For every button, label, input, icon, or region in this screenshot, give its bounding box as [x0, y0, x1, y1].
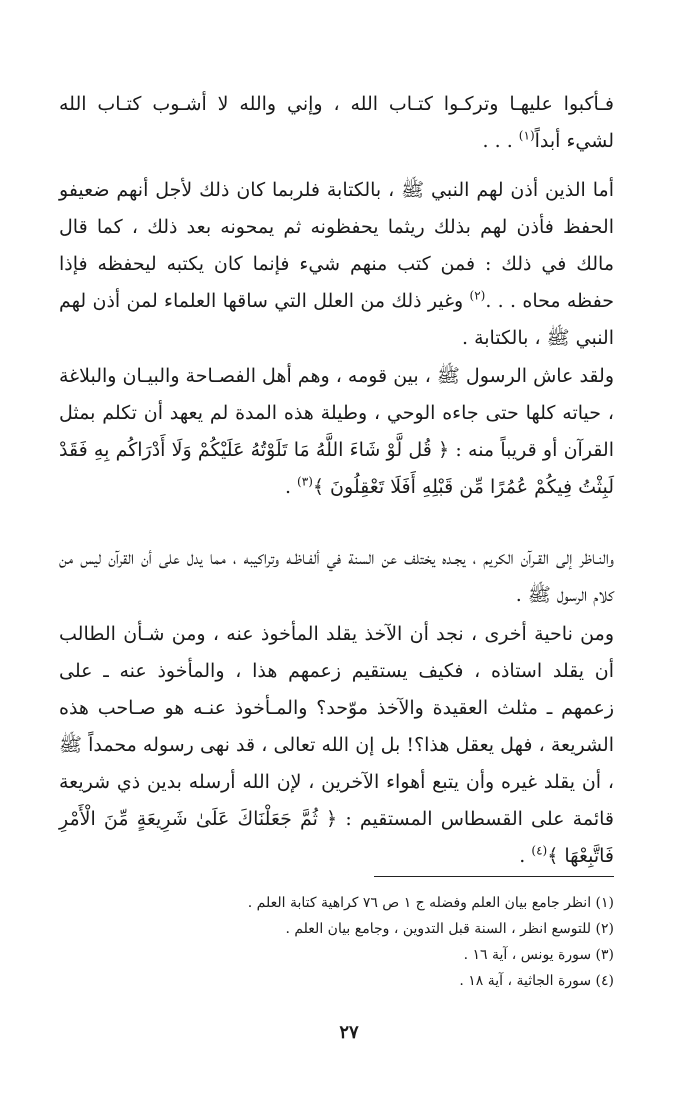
- paragraph-5-tail: .: [519, 845, 532, 867]
- paragraph-1: [59, 86, 614, 160]
- footnotes: [59, 890, 614, 994]
- paragraph-2: [59, 172, 614, 357]
- paragraph-2-text: أما الذين أذن لهم النبي ﷺ ، بالكتابة فلربما كان ذلك لأجل أنهم ضعيفو الحفظ فأذن لهم بذلك ريثما يحفظونه ثم يمحونه بعد ذلك ، كما قال مالك في ذلك : فمن كتب منهم شيء فإنما كان يكتبه ليحفظه فإذا حفظه محاه . . .: [59, 179, 614, 312]
- footnote-ref-2: (٢): [469, 288, 486, 303]
- footnote-ref-3: (٣): [297, 474, 313, 489]
- footnote-ref-1: (١): [518, 128, 535, 143]
- paragraph-4: [59, 540, 614, 614]
- quran-verse-1: ﴿ قُل لَّوْ شَاءَ اللَّهُ مَا تَلَوْتُهُ عَلَيْكُمْ وَلَا أَدْرَاكُم بِهِ فَقَدْ لَبِثْتُ فِيكُمْ عُمُرًا مِّن قَبْلِهِ أَفَلَا تَعْقِلُونَ ﴾: [59, 439, 614, 498]
- paragraph-1-tail: . . .: [482, 130, 519, 152]
- footnote-2: (٢) للتوسع انظر ، السنة قبل التدوين ، وجامع بيان العلم .: [285, 921, 614, 937]
- footnote-4: (٤) سورة الجاثية ، آية ١٨ .: [459, 973, 614, 989]
- paragraph-2-tail: وغير ذلك من العلل التي ساقها العلماء لمن أذن لهم النبي ﷺ ، بالكتابة .: [59, 290, 614, 349]
- footnote-3: (٣) سورة يونس ، آية ١٦ .: [463, 947, 614, 963]
- paragraph-1-text: فـأكبوا عليهـا وتركـوا كتـاب الله ، وإني والله لا أشـوب كتـاب الله لشيء أبداً: [59, 93, 614, 152]
- quran-verse-2: ﴿ ثُمَّ جَعَلْنَاكَ عَلَىٰ شَرِيعَةٍ مِّنَ الْأَمْرِ فَاتَّبِعْهَا ﴾: [59, 808, 614, 867]
- footnote-1: (١) انظر جامع بيان العلم وفضله ج ١ ص ٧٦ كراهية كتابة العلم .: [247, 895, 614, 911]
- paragraph-4-text: والنـاظر إلى القـرآن الكريم ، يجـده يختلف عن السنة في ألفـاظـه وتراكيبه ، مما يدل على أن القرآن ليس من كلام الرسول ﷺ .: [59, 547, 614, 606]
- paragraph-3: [59, 358, 614, 506]
- page-number: ٢٧: [339, 1022, 359, 1043]
- paragraph-5-text: ومن ناحية أخرى ، نجد أن الآخذ يقلد المأخوذ عنه ، ومن شـأن الطالب أن يقلد استاذه ، فكيف يستقيم زعمهم هذا ، والمأخوذ عنه ـ على زعمهم ـ مثلث العقيدة والآخذ موّحد؟ والمـأخوذ عنـه هو صـاحب هذه الشريعة ، فهل يعقل هذا؟! بل إن الله تعالى ، قد نهى رسوله محمداً ﷺ ، أن يقلد غيره وأن يتبع أهواء الآخرين ، لإن الله أرسله بدين ذي شريعة قائمة على القسطاس المستقيم :: [59, 623, 614, 830]
- paragraph-3-tail: .: [284, 476, 298, 498]
- paragraph-3-text: ولقد عاش الرسول ﷺ ، بين قومه ، وهم أهل الفصـاحة والبيـان والبلاغة ، حياته كلها حتى جاءه الوحي ، وطيلة هذه المدة لم يعهد أن تكلم بمثل القرآن أو قريباً منه :: [59, 365, 614, 461]
- paragraph-5: [59, 616, 614, 875]
- footnote-ref-4: (٤): [531, 843, 548, 858]
- footnote-divider: [374, 876, 614, 877]
